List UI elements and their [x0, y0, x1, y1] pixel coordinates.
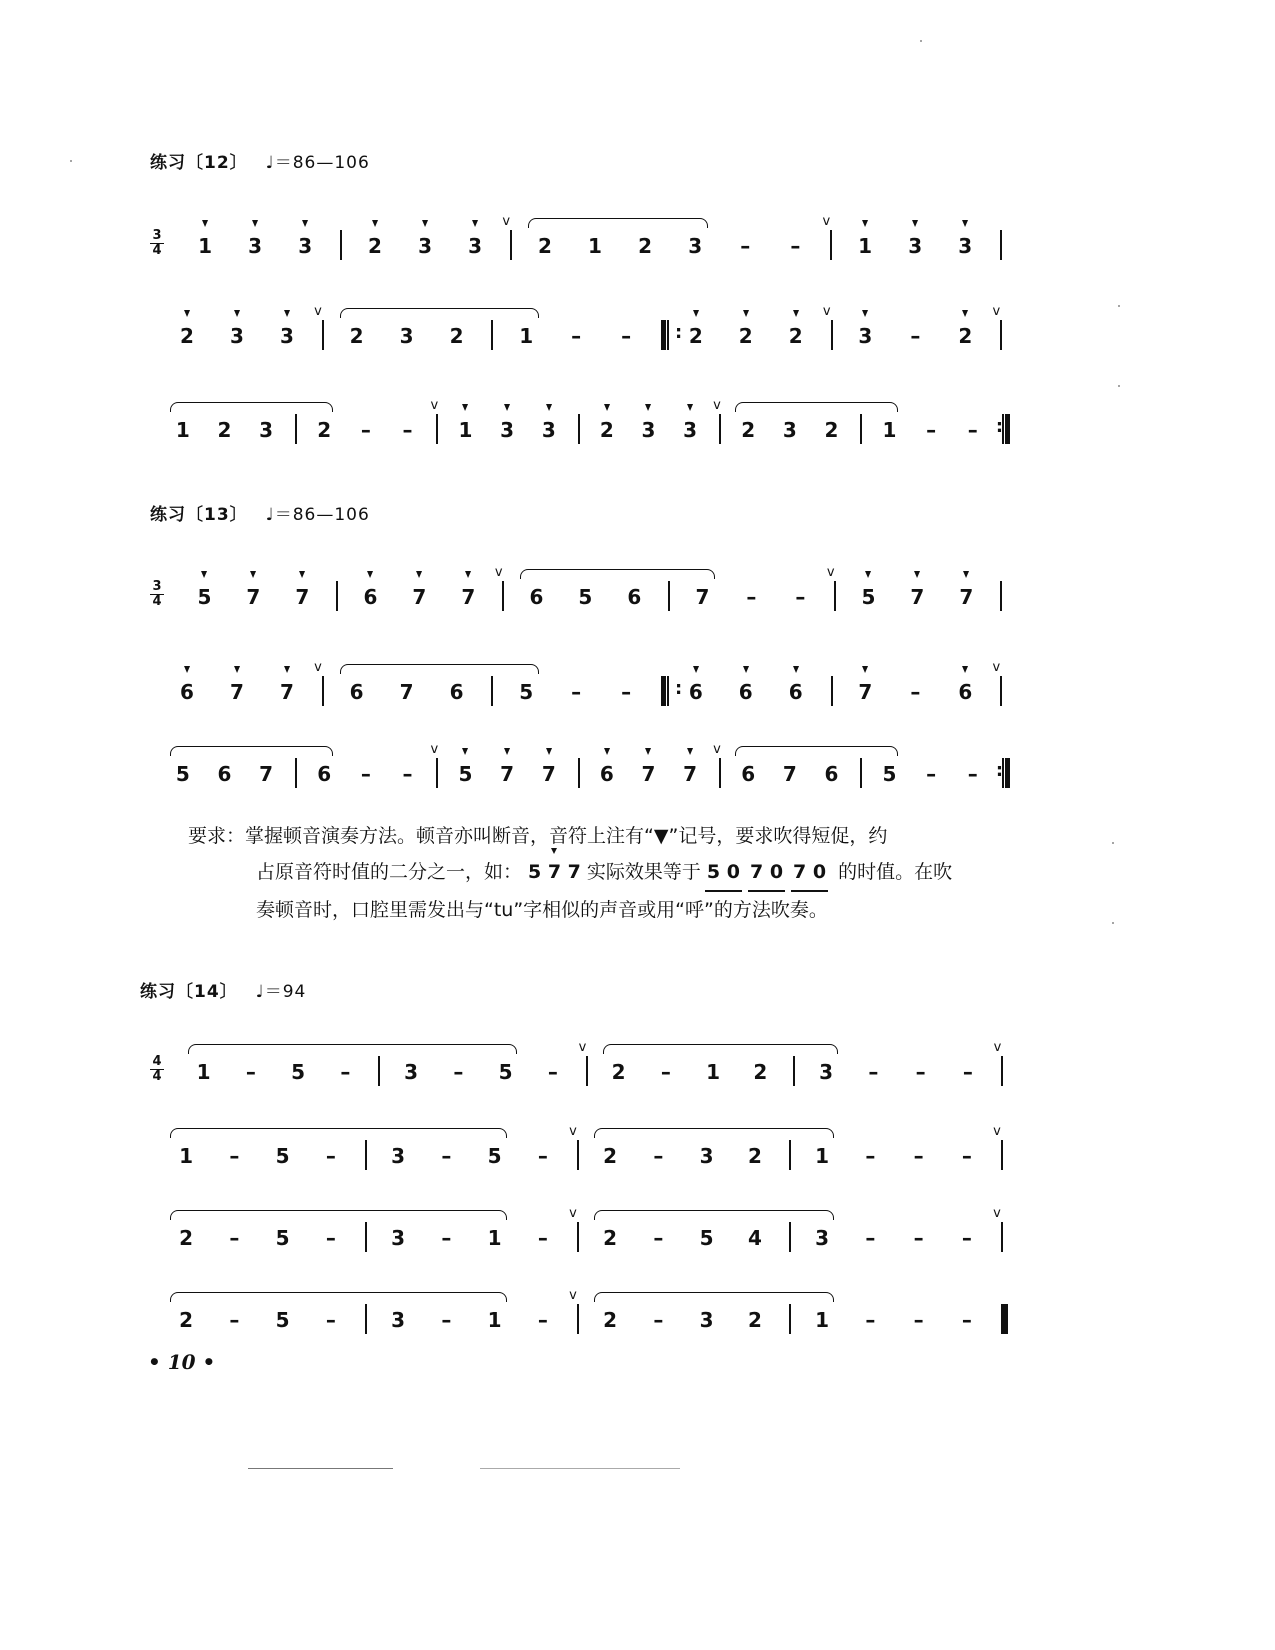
breath-mark: v — [430, 398, 439, 413]
note: 1 — [815, 1144, 830, 1168]
barline — [336, 581, 338, 611]
exercise-13-title — [150, 500, 370, 525]
extension-dash: – — [926, 418, 937, 442]
note: 1 — [487, 1308, 502, 1332]
repeat-end-barline — [1002, 758, 1010, 788]
extension-dash: – — [790, 234, 801, 258]
note: 4 — [747, 1226, 762, 1250]
staccato-note: 3 — [908, 234, 923, 258]
note: 1 — [179, 1144, 194, 1168]
ex14-line-3 — [150, 1204, 1030, 1264]
extension-dash: – — [325, 1226, 336, 1250]
extension-dash: – — [967, 762, 978, 786]
extension-dash: – — [571, 680, 582, 704]
slur-mark — [340, 664, 540, 674]
staccato-note: 7 — [910, 585, 925, 609]
extension-dash: – — [865, 1308, 876, 1332]
note: 5 — [275, 1144, 290, 1168]
note: 2 — [349, 324, 364, 348]
slur-mark — [188, 1044, 517, 1054]
extension-dash: – — [961, 1144, 972, 1168]
barline — [831, 676, 833, 706]
slur-mark — [340, 308, 540, 318]
barline — [378, 1056, 380, 1086]
extension-dash: – — [325, 1308, 336, 1332]
note: 5 — [175, 762, 190, 786]
barline — [789, 1222, 791, 1252]
barline — [365, 1140, 367, 1170]
note: 5 — [699, 1226, 714, 1250]
staccato-note: 7 — [295, 585, 310, 609]
barline — [789, 1304, 791, 1334]
note: 2 — [449, 324, 464, 348]
staccato-note: 7 — [541, 762, 556, 786]
barline — [586, 1056, 588, 1086]
extension-dash: – — [910, 324, 921, 348]
barline — [578, 758, 580, 788]
barline — [1000, 676, 1002, 706]
staccato-note: 6 — [180, 680, 194, 704]
staccato-example-result — [705, 854, 834, 892]
staccato-note: 6 — [688, 680, 703, 704]
staccato-note: 6 — [738, 680, 753, 704]
repeat-start-barline — [661, 676, 669, 706]
breath-mark: v — [314, 660, 322, 675]
extension-dash: – — [865, 1144, 876, 1168]
staccato-note: 2 — [180, 324, 194, 348]
extension-dash: – — [967, 418, 978, 442]
note: 2 — [753, 1060, 768, 1084]
scan-speck — [1112, 922, 1114, 924]
time-signature-denominator: 4 — [152, 1069, 162, 1084]
staccato-note: 3 — [500, 418, 515, 442]
extension-dash: – — [740, 234, 751, 258]
extension-dash: – — [245, 1060, 256, 1084]
barline — [295, 414, 297, 444]
note: 5 — [519, 680, 534, 704]
note: 2 — [747, 1144, 762, 1168]
breath-mark: v — [992, 660, 1001, 675]
ex14-line-1 — [150, 1038, 1030, 1098]
barline — [578, 414, 580, 444]
exercise-12-title — [150, 148, 370, 173]
ex12-line-1 — [150, 212, 1030, 272]
note: 5 — [498, 1060, 513, 1084]
barline — [834, 581, 836, 611]
staccato-note: 3 — [248, 234, 263, 258]
staccato-note: 3 — [230, 324, 244, 348]
time-signature-numerator: 3 — [150, 229, 164, 244]
staccato-note: 6 — [599, 762, 614, 786]
scan-speck — [1118, 305, 1120, 307]
note: 3 — [699, 1308, 714, 1332]
extension-dash: – — [660, 1060, 671, 1084]
page-number: • 10 • — [148, 1350, 216, 1374]
note: 3 — [688, 234, 703, 258]
staccato-note: 2 — [368, 234, 382, 258]
extension-dash: – — [537, 1226, 548, 1250]
note: 5 — [882, 762, 897, 786]
breath-mark: v — [494, 565, 503, 580]
staccato-note: 3 — [298, 234, 313, 258]
slur-mark — [520, 569, 715, 579]
ex13-line-3 — [150, 740, 1030, 800]
barline — [719, 758, 721, 788]
staccato-note: 2 — [688, 324, 703, 348]
note: 2 — [179, 1308, 194, 1332]
note: 6 — [824, 762, 839, 786]
barline — [1001, 1140, 1003, 1170]
note: 3 — [391, 1144, 406, 1168]
breath-mark: v — [713, 742, 721, 757]
barline — [322, 676, 324, 706]
extension-dash: – — [621, 324, 632, 348]
staccato-note: 7 — [412, 585, 427, 609]
requirement-text-1: 掌握顿音演奏方法。顿音亦叫断音，音符上注有“▼”记号，要求吹得短促，约 — [245, 825, 888, 847]
staccato-note: 1 — [198, 234, 212, 258]
note: 7 — [259, 762, 274, 786]
extension-dash: – — [537, 1308, 548, 1332]
ex13-line-2 — [150, 658, 1030, 718]
breath-mark: v — [578, 1040, 587, 1055]
extension-dash: – — [653, 1226, 664, 1250]
staccato-note: 7 — [683, 762, 698, 786]
barline — [436, 758, 438, 788]
extension-dash: – — [229, 1144, 240, 1168]
staccato-note: 5 — [861, 585, 876, 609]
note: 2 — [741, 418, 756, 442]
example-result-3: 7 0 — [791, 854, 828, 892]
note: 5 — [578, 585, 593, 609]
ex14-line-4 — [150, 1286, 1030, 1346]
extension-dash: – — [340, 1060, 351, 1084]
staccato-note: 3 — [858, 324, 873, 348]
extension-dash: – — [961, 1226, 972, 1250]
staccato-note: 3 — [958, 234, 973, 258]
extension-dash: – — [547, 1060, 558, 1084]
slur-mark — [594, 1128, 834, 1138]
barline — [1001, 1056, 1003, 1086]
note: 2 — [638, 234, 653, 258]
barline — [668, 581, 670, 611]
barline — [1001, 1222, 1003, 1252]
barline — [860, 758, 862, 788]
slur-mark — [170, 1292, 507, 1302]
ex14-line-2 — [150, 1122, 1030, 1182]
note: 7 — [695, 585, 710, 609]
staccato-note: 3 — [418, 234, 433, 258]
staccato-note: 1 — [458, 418, 473, 442]
ex12-line-3 — [150, 396, 1030, 456]
example-result-1: 5 0 — [705, 854, 742, 892]
note: 6 — [627, 585, 642, 609]
requirement-line-1 — [188, 818, 1028, 854]
staccato-note: 7 — [246, 585, 261, 609]
barline — [719, 414, 721, 444]
barline — [830, 230, 832, 260]
barline — [831, 320, 833, 350]
note: 2 — [217, 418, 232, 442]
note: 5 — [275, 1308, 290, 1332]
breath-mark: v — [569, 1288, 577, 1303]
time-signature-numerator: 4 — [150, 1055, 164, 1070]
staccato-example-notes: 5 7 7 — [528, 854, 581, 890]
staccato-note: 3 — [641, 418, 656, 442]
time-signature-denominator: 4 — [152, 594, 162, 609]
staccato-note: 6 — [363, 585, 378, 609]
extension-dash: – — [926, 762, 937, 786]
extension-dash: – — [910, 680, 921, 704]
breath-mark: v — [502, 214, 511, 229]
slur-mark — [170, 1128, 507, 1138]
breath-mark: v — [822, 304, 831, 319]
note: 3 — [819, 1060, 834, 1084]
ex13-line-1 — [150, 563, 1030, 623]
time-signature — [150, 580, 164, 609]
staccato-note: 3 — [683, 418, 698, 442]
note: 1 — [815, 1308, 830, 1332]
scan-artifact-line — [480, 1468, 680, 1469]
note: 3 — [391, 1226, 406, 1250]
extension-dash: – — [653, 1308, 664, 1332]
tempo-marking: ♩＝94 — [255, 982, 307, 1002]
extension-dash: – — [402, 762, 413, 786]
ex12-line-2 — [150, 302, 1030, 362]
repeat-end-barline — [1002, 414, 1010, 444]
staccato-note: 7 — [230, 680, 244, 704]
scan-artifact-line — [248, 1468, 393, 1469]
requirement-label: 要求： — [188, 825, 246, 847]
staccato-note: 3 — [468, 234, 483, 258]
slur-mark — [594, 1292, 834, 1302]
example-result-2: 7 0 — [748, 854, 785, 892]
time-signature-denominator: 4 — [152, 243, 162, 258]
extension-dash: – — [441, 1144, 452, 1168]
barline — [1000, 320, 1002, 350]
staccato-note: 3 — [541, 418, 556, 442]
breath-mark: v — [993, 1040, 1002, 1055]
note: 6 — [317, 762, 332, 786]
staccato-note: 2 — [958, 324, 973, 348]
barline — [502, 581, 504, 611]
extension-dash: – — [360, 762, 371, 786]
note: 6 — [217, 762, 232, 786]
barline — [365, 1222, 367, 1252]
note: 1 — [882, 418, 897, 442]
staccato-note: 5 — [197, 585, 212, 609]
requirement-line-2 — [188, 854, 1028, 892]
staccato-note: 1 — [858, 234, 873, 258]
note: 2 — [824, 418, 839, 442]
breath-mark: v — [569, 1206, 577, 1221]
breath-mark: v — [826, 565, 835, 580]
note: 2 — [747, 1308, 762, 1332]
staccato-note: 5 — [458, 762, 473, 786]
breath-mark: v — [993, 1206, 1001, 1221]
note: 3 — [399, 324, 414, 348]
barline — [577, 1304, 579, 1334]
requirement-text-3: 奏顿音时，口腔里需发出与“tu”字相似的声音或用“呼”的方法吹奏。 — [256, 899, 828, 921]
staccato-note: 2 — [738, 324, 753, 348]
slur-mark — [735, 402, 898, 412]
note: 1 — [196, 1060, 211, 1084]
note: 6 — [449, 680, 464, 704]
barline — [793, 1056, 795, 1086]
extension-dash: – — [913, 1226, 924, 1250]
extension-dash: – — [453, 1060, 464, 1084]
note: 2 — [611, 1060, 626, 1084]
extension-dash: – — [571, 324, 582, 348]
slur-mark — [594, 1210, 834, 1220]
requirement-text-2a: 占原音符时值的二分之一，如： — [256, 861, 523, 883]
requirement-text-2b: 实际效果等于 — [586, 861, 701, 883]
note: 7 — [782, 762, 797, 786]
staccato-note: 3 — [279, 324, 294, 348]
slur-mark — [170, 746, 333, 756]
slur-mark — [170, 402, 333, 412]
note: 1 — [706, 1060, 721, 1084]
note: 2 — [603, 1308, 618, 1332]
extension-dash: – — [795, 585, 806, 609]
barline — [510, 230, 512, 260]
exercise-14-title — [140, 977, 306, 1002]
extension-dash: – — [441, 1308, 452, 1332]
extension-dash: – — [229, 1226, 240, 1250]
extension-dash: – — [402, 418, 413, 442]
note: 5 — [291, 1060, 306, 1084]
extension-dash: – — [360, 418, 371, 442]
note: 2 — [603, 1226, 618, 1250]
time-signature — [150, 229, 164, 258]
time-signature — [150, 1055, 164, 1084]
note: 6 — [741, 762, 756, 786]
extension-dash: – — [913, 1308, 924, 1332]
staccato-note: 7 — [959, 585, 974, 609]
breath-mark: v — [713, 398, 721, 413]
note: 3 — [391, 1308, 406, 1332]
slur-mark — [735, 746, 898, 756]
breath-mark: v — [314, 304, 322, 319]
breath-mark: v — [569, 1124, 577, 1139]
tempo-marking: ♩＝86—106 — [265, 153, 370, 173]
note: 5 — [275, 1226, 290, 1250]
note: 2 — [317, 418, 332, 442]
note: 5 — [487, 1144, 502, 1168]
time-signature-numerator: 3 — [150, 580, 164, 595]
scan-speck — [920, 40, 922, 42]
requirement-line-3 — [188, 892, 1028, 928]
breath-mark: v — [430, 742, 439, 757]
note: 7 — [399, 680, 414, 704]
extension-dash: – — [962, 1060, 973, 1084]
staccato-note: 7 — [461, 585, 476, 609]
note: 3 — [404, 1060, 419, 1084]
staccato-note: 7 — [500, 762, 515, 786]
extension-dash: – — [229, 1308, 240, 1332]
scan-speck — [1118, 385, 1120, 387]
staccato-note: 7 — [279, 680, 294, 704]
note: 2 — [603, 1144, 618, 1168]
barline — [436, 414, 438, 444]
tempo-marking: ♩＝86—106 — [265, 505, 370, 525]
breath-mark: v — [992, 304, 1001, 319]
extension-dash: – — [868, 1060, 879, 1084]
extension-dash: – — [537, 1144, 548, 1168]
note: 6 — [349, 680, 364, 704]
extension-dash: – — [865, 1226, 876, 1250]
barline — [491, 320, 493, 350]
barline — [789, 1140, 791, 1170]
repeat-start-barline — [661, 320, 669, 350]
note: 3 — [782, 418, 797, 442]
breath-mark: v — [993, 1124, 1001, 1139]
breath-mark: v — [822, 214, 831, 229]
note: 2 — [179, 1226, 194, 1250]
extension-dash: – — [441, 1226, 452, 1250]
barline — [1000, 230, 1002, 260]
scan-speck — [1112, 842, 1114, 844]
note: 3 — [815, 1226, 830, 1250]
barline — [295, 758, 297, 788]
extension-dash: – — [746, 585, 757, 609]
note: 1 — [519, 324, 534, 348]
staccato-note: 6 — [788, 680, 803, 704]
note: 2 — [537, 234, 552, 258]
slur-mark — [170, 1210, 507, 1220]
staccato-note: 7 — [641, 762, 656, 786]
barline — [340, 230, 342, 260]
exercise-title-text: 练习〔14〕 — [140, 982, 238, 1002]
barline — [577, 1222, 579, 1252]
staccato-note: 7 — [858, 680, 873, 704]
scan-speck — [70, 160, 72, 162]
note: 1 — [588, 234, 602, 258]
slur-mark — [528, 218, 708, 228]
note: 6 — [529, 585, 544, 609]
extension-dash: – — [913, 1144, 924, 1168]
staccato-note: 6 — [958, 680, 973, 704]
barline — [1000, 581, 1002, 611]
barline — [860, 414, 862, 444]
extension-dash: – — [915, 1060, 926, 1084]
exercise-title-text: 练习〔12〕 — [150, 153, 248, 173]
barline — [491, 676, 493, 706]
exercise-title-text: 练习〔13〕 — [150, 505, 248, 525]
extension-dash: – — [621, 680, 632, 704]
barline — [577, 1140, 579, 1170]
requirement-text-2c: 的时值。在吹 — [838, 861, 953, 883]
note: 1 — [175, 418, 190, 442]
extension-dash: – — [325, 1144, 336, 1168]
note: 1 — [487, 1226, 502, 1250]
extension-dash: – — [653, 1144, 664, 1168]
staccato-note: 2 — [788, 324, 803, 348]
slur-mark — [603, 1044, 838, 1054]
final-barline — [1001, 1304, 1008, 1334]
barline — [365, 1304, 367, 1334]
staccato-note: 2 — [599, 418, 614, 442]
note: 3 — [259, 418, 274, 442]
barline — [322, 320, 324, 350]
extension-dash: – — [961, 1308, 972, 1332]
requirement-block — [188, 818, 1028, 928]
note: 3 — [699, 1144, 714, 1168]
